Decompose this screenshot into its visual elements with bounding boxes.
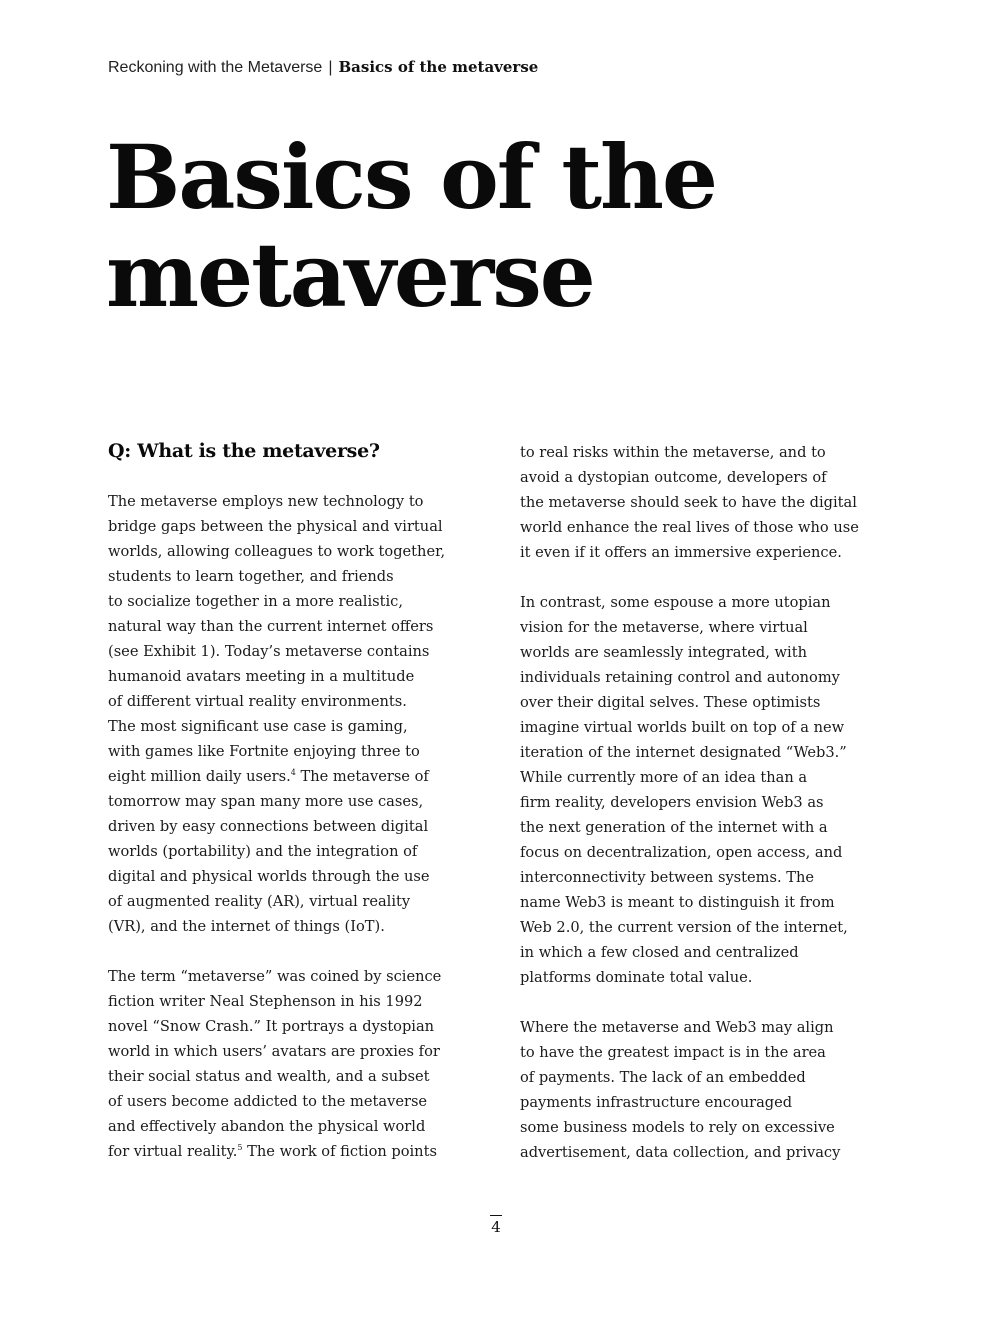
page-title — [106, 125, 716, 327]
paragraph-payments: Where the metaverse and Web3 may align to have the greatest impact is in the area of payments. The lack of an embedded payments infrastructure encouraged some business models to rely on excessive advertisement, data collection, and privacy — [520, 1019, 841, 1161]
footnote-marker: 5 — [237, 1143, 243, 1152]
right-column — [520, 440, 886, 1190]
footnote-marker: 4 — [290, 768, 296, 777]
page-number-value: 4 — [491, 1218, 501, 1236]
paragraph-metaverse-definition — [108, 489, 480, 939]
paragraph-term-origin — [108, 964, 480, 1164]
page-title-line-1: Basics of the — [106, 125, 716, 229]
page-number-rule — [490, 1215, 502, 1216]
header-separator: | — [328, 59, 333, 76]
paragraph-utopian-vision: In contrast, some espouse a more utopian vision for the metaverse, where virtual worlds are seamlessly integrated, with individuals retaining control and autonomy over their digital selves. These optimists imagine virtual worlds built on top of a new iteration of the internet designated “Web3.” While currently more of an idea than a firm reality, developers envision Web3 as the next generation of the internet with a focus on decentralization, open access, and interconnectivity between systems. The name Web3 is meant to distinguish it from Web 2.0, the current version of the internet, in which a few closed and centralized platforms dominate total value. — [520, 594, 848, 986]
paragraph-text: The metaverse of tomorrow may span many more use cases, driven by easy connections between digital worlds (portability) and the integration of digital and physical worlds through the use of augmented reality (AR), virtual reality (VR), and the internet of things (IoT). — [108, 768, 430, 935]
left-column — [108, 438, 480, 1189]
question-heading: Q: What is the metaverse? — [108, 440, 380, 462]
document-title: Reckoning with the Metaverse — [108, 59, 323, 76]
page-number — [480, 1215, 512, 1236]
paragraph-text: The work of fiction points — [242, 1143, 437, 1160]
page-title-line-2: metaverse — [106, 223, 594, 327]
section-title: Basics of the metaverse — [338, 58, 539, 76]
running-header — [108, 58, 538, 77]
paragraph-text: The metaverse employs new technology to bridge gaps between the physical and virtual worlds, allowing colleagues to work together, students to learn together, and friends to socialize together in a more realistic, natural way than the current internet offers (see Exhibit 1). Today’s metaverse contains humanoid avatars meeting in a multitude of different virtual reality environments. The most significant use case is gaming, with games like Fortnite enjoying three to eight million daily users. — [108, 493, 446, 785]
paragraph-dystopian-risks: to real risks within the metaverse, and to avoid a dystopian outcome, developers of the metaverse should seek to have the digital world enhance the real lives of those who use it even if it offers an immersive experience. — [520, 444, 859, 561]
paragraph-text: The term “metaverse” was coined by science fiction writer Neal Stephenson in his 1992 novel “Snow Crash.” It portrays a dystopian world in which users’ avatars are proxies for their social status and wealth, and a subset of users become addicted to the metaverse and effectively abandon the physical world for virtual reality. — [108, 968, 442, 1160]
